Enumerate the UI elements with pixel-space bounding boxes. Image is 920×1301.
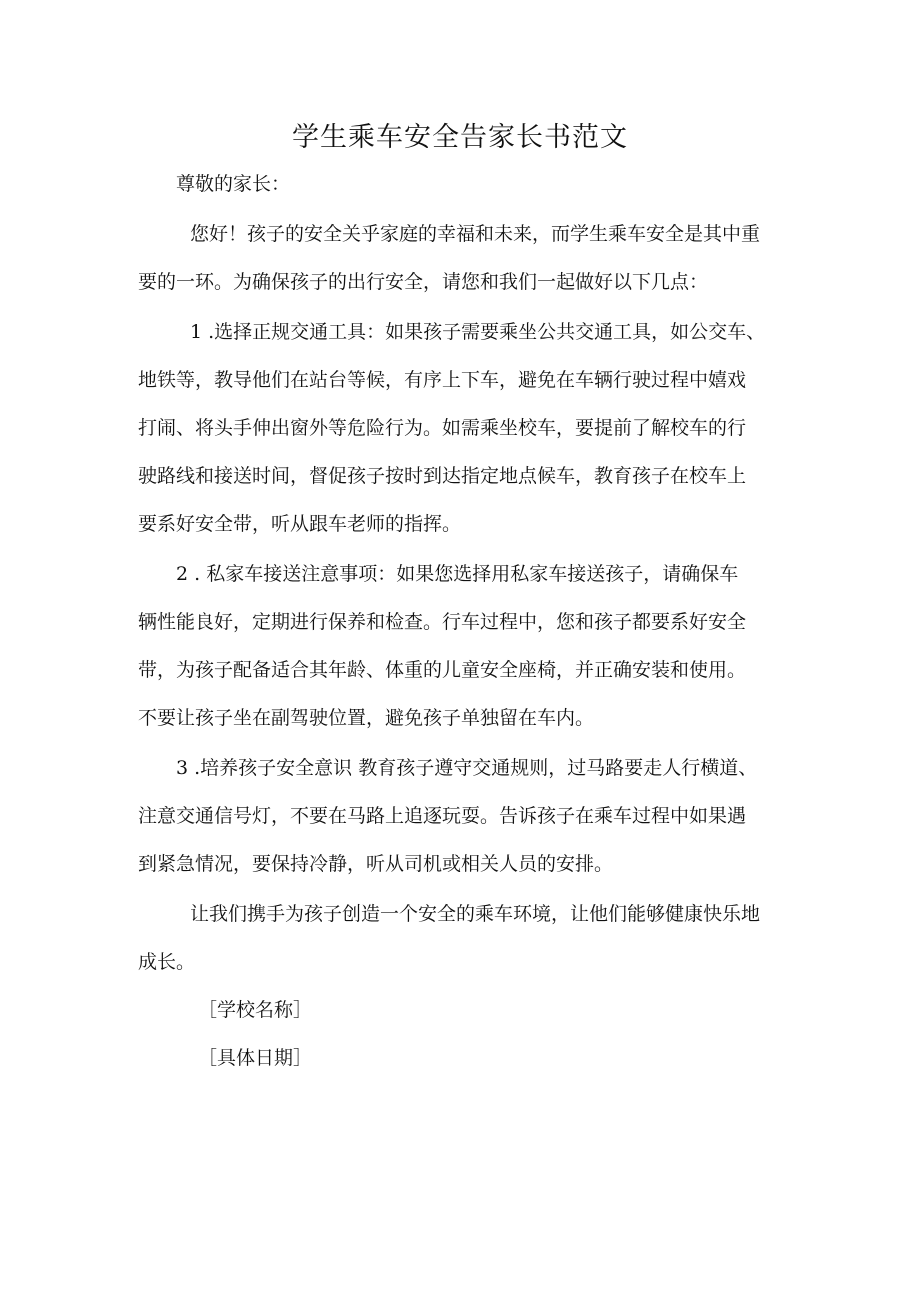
page-title: 学生乘车安全告家长书范文 (292, 122, 628, 153)
item2-line-3: 带，为孩子配备适合其年龄、体重的儿童安全座椅，并正确安装和使用。 (138, 659, 747, 681)
item1-line-5: 要系好安全带，听从跟车老师的指挥。 (138, 513, 462, 535)
item3-line-3: 到紧急情况，要保持冷静，听从司机或相关人员的安排。 (138, 853, 614, 875)
item2-line-4: 不要让孩子坐在副驾驶位置，避免孩子单独留在车内。 (138, 707, 595, 729)
school-name: ［学校名称］ (198, 999, 313, 1021)
item1-line-1: 1 .选择正规交通工具：如果孩子需要乘坐公共交通工具，如公交车、 (190, 321, 766, 343)
closing-line-1: 让我们携手为孩子创造一个安全的乘车环境，让他们能够健康快乐地 (190, 903, 761, 925)
item1-line-3: 打闹、将头手伸出窗外等危险行为。如需乘坐校车，要提前了解校车的行 (138, 417, 747, 439)
letter-date: ［具体日期］ (198, 1047, 313, 1069)
salutation: 尊敬的家长： (176, 173, 291, 195)
item2-line-1: 2 . 私家车接送注意事项：如果您选择用私家车接送孩子，请确保车 (176, 563, 739, 585)
item3-line-2: 注意交通信号灯，不要在马路上追逐玩耍。告诉孩子在乘车过程中如果遇 (138, 805, 747, 827)
closing-line-2: 成长。 (138, 951, 196, 973)
item3-line-1: 3 .培养孩子安全意识 教育孩子遵守交通规则，过马路要走人行横道、 (176, 757, 758, 779)
intro-line-2: 要的一环。为确保孩子的出行安全，请您和我们一起做好以下几点： (138, 271, 709, 293)
intro-line-1: 您好！孩子的安全关乎家庭的幸福和未来，而学生乘车安全是其中重 (190, 223, 761, 245)
item1-line-2: 地铁等，教导他们在站台等候，有序上下车，避免在车辆行驶过程中嬉戏 (138, 369, 747, 391)
item2-line-2: 辆性能良好，定期进行保养和检查。行车过程中，您和孩子都要系好安全 (138, 611, 747, 633)
item1-line-4: 驶路线和接送时间，督促孩子按时到达指定地点候车，教育孩子在校车上 (138, 465, 747, 487)
